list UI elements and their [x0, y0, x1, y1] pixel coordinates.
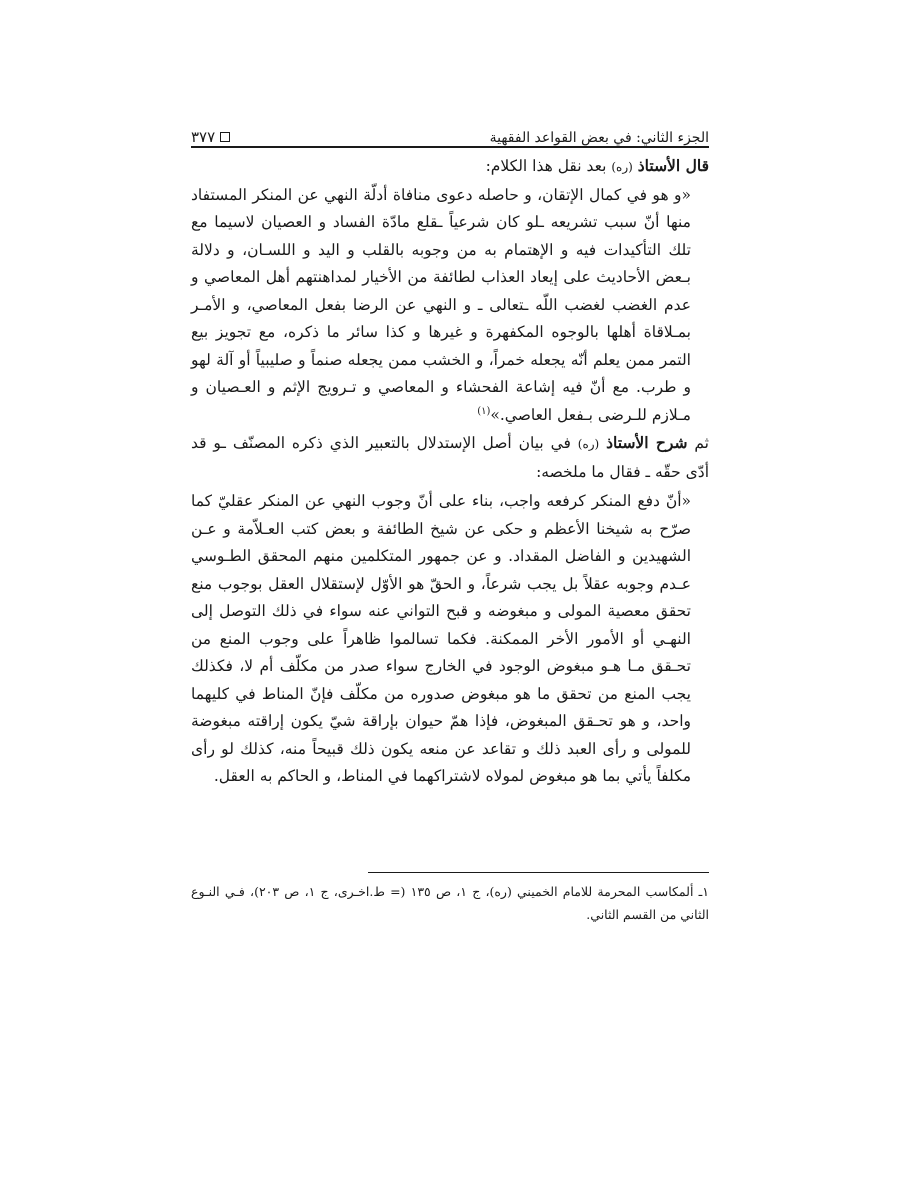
- square-box-icon: [220, 132, 230, 142]
- quote-block-2: [191, 488, 709, 791]
- quote-text: «أنّ دفع المنكر كرفعه واجب، بناء على أنّ وجوب النهي عن المنكر عقليّ كما صرّح به شيخنا الأعظم و حكى عن شيخ الطائفة و بعض كتب العـلاّمة و عـن الشهيدين و الفاضل المقداد. و عن جمهور المتكلمين منهم المحقق الطـوسي عـدم وجوبه عقلاً بل يجب شرعاً، و الحقّ هو الأوّل لإستقلال العقل بوجوب منع تحقق معصية المولى و مبغوضه و قبح التواني عنه سواء في ذلك التوصل إلى النهـي أو الأمور الأخر الممكنة. فكما تسالموا ظاهراً على وجوب المنع من تحـقق مـا هـو مبغوض الوجود في الخارج سواء صدر من مكلّف أم لا، فكذلك يجب المنع من تحقق ما هو مبغوض صدوره من مكلّف فإنّ المناط في كليهما واحد، و هو تحـقق المبغوض، فإذا همّ حيوان بإراقة شيّ يكون إراقته مبغوضة للمولى و رأى العبد ذلك و تقاعد عن منعه يكون ذلك قبيحاً منه، كذلك لو رأى مكلفاً يأتي بما هو مبغوض لمولاه لاشتراكهما في المناط، و الحاكم به العقل.: [191, 492, 691, 785]
- paragraph-text: بعد نقل هذا الكلام:: [485, 157, 612, 175]
- header-rule: [191, 146, 709, 148]
- honorific: (ره): [577, 437, 600, 451]
- footnote-rule: [368, 872, 709, 873]
- page-number-group: [191, 128, 230, 146]
- paragraph-prefix: ثم: [687, 434, 709, 452]
- paragraph-explanation: [191, 429, 709, 486]
- footnote: [191, 880, 709, 926]
- paragraph-text: في بيان أصل الإستدلال بالتعبير الذي ذكره المصنّف ـو قد أدّى حقّه ـ فقال ما ملخصه:: [191, 434, 709, 481]
- honorific: (ره): [611, 160, 633, 174]
- header-title: الجزء الثاني: في بعض القواعد الفقهية: [489, 130, 709, 146]
- lead-text: قال الأستاذ: [637, 156, 709, 175]
- main-text: [191, 152, 709, 791]
- footnote-ref: (١): [477, 405, 491, 417]
- lead-text: شرح الأستاذ: [606, 433, 688, 452]
- quote-text: «و هو في كمال الإتقان، و حاصله دعوى منافاة أدلّة النهي عن المنكر المستفاد منها أنّ سبب تشريعه ـلو كان شرعياً ـقلع مادّة الفساد و العصيان لاسيما مع تلك التأكيدات فيه و الإهتمام به من وجوبه بالقلب و اليد و اللسـان، و دلالة بـعض الأحاديث على إيعاد العذاب لطائفة من الأخيار لمداهنتهم أهل المعاصي و عدم الغضب لغضب اللّه ـتعالى ـ و النهي عن الرضا بفعل المعاصي، و الأمـر بمـلاقاة أهلها بالوجوه المكفهرة و غيرها و كذا سائر ما ذكره، مع تجويز بيع التمر ممن يعلم أنّه يجعله خمراً، و الخشب ممن يجعله صنماً و صليبياً أو آلة لهو و طرب. مع أنّ فيه إشاعة الفحشاء و المعاصي و تـرويج الإثم و العـصيان و مـلازم للـرضى بـفعل العاصي.»: [191, 185, 691, 424]
- quote-block-1: [191, 182, 709, 430]
- page-number: ٣٧٧: [191, 128, 216, 146]
- paragraph-intro: [191, 152, 709, 182]
- running-header: [191, 112, 709, 146]
- footnote-text: ١ـ ألمكاسب المحرمة للامام الخميني (ره)، ج ١، ص ١٣٥ (= ط.اخـرى، ج ١، ص ٢٠٣)، فـي النـوع الثاني من القسم الثاني.: [191, 884, 710, 922]
